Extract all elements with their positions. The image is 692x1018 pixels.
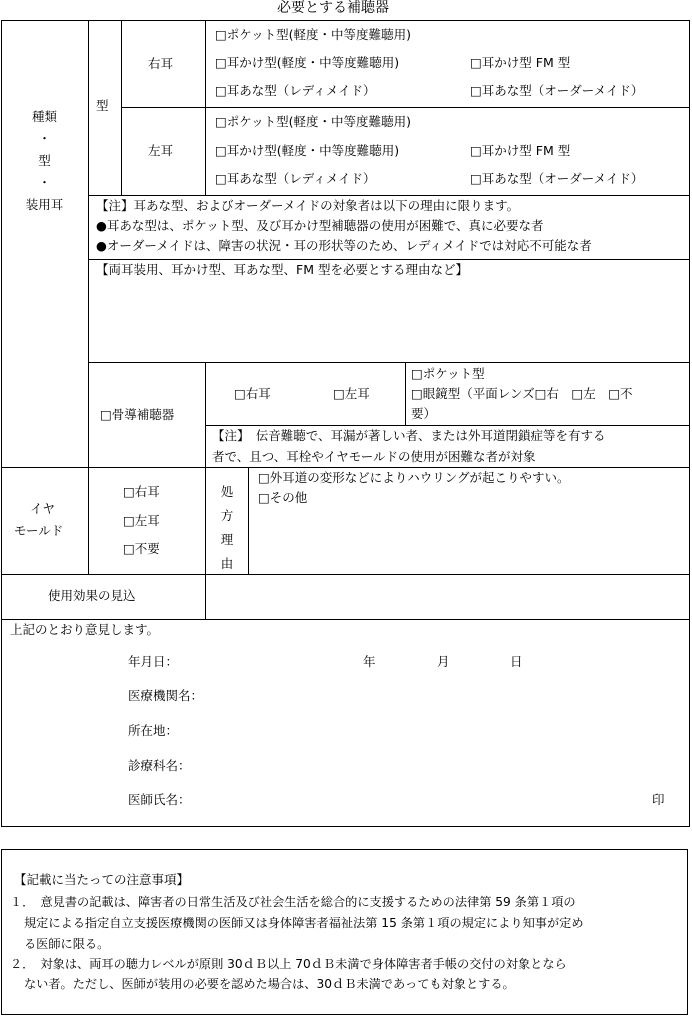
label-line: ・	[38, 175, 51, 190]
earmold-left-checkbox[interactable]: □左耳	[123, 513, 160, 528]
left-ear-label: 左耳	[148, 143, 174, 158]
bone-conduction-checkbox[interactable]: □骨導補聴器	[100, 407, 175, 422]
earmold-none-checkbox[interactable]: □不要	[123, 541, 160, 556]
doctor-label: 医師氏名：	[128, 792, 191, 807]
earmold-label: モールド	[14, 523, 64, 538]
left-pocket-checkbox[interactable]: □ポケット型(軽度・中等度難聴用)	[215, 114, 411, 129]
effect-input[interactable]	[207, 576, 687, 617]
right-ear-label: 右耳	[148, 56, 174, 71]
label-line: 処	[220, 484, 234, 499]
other-reason-checkbox[interactable]: □その他	[258, 490, 308, 505]
divider	[205, 362, 206, 574]
bone-right-checkbox[interactable]: □右耳	[234, 386, 271, 401]
seal-mark: 印	[652, 792, 665, 807]
label-line: 種類	[31, 109, 57, 124]
divider	[88, 20, 89, 574]
type-label: 型	[96, 98, 109, 113]
left-ite-custom-checkbox[interactable]: □耳あな型（オーダーメイド）	[470, 171, 644, 186]
bone-pocket-checkbox[interactable]: □ポケット型	[411, 366, 485, 381]
table-border-right	[689, 20, 690, 826]
ear-note-line: ●耳あな型は、ポケット型、及び耳かけ型補聴器の使用が困難で、真に必要な者	[96, 218, 544, 233]
divider	[88, 195, 689, 196]
label-line: 方	[220, 508, 234, 523]
prescription-reason-label	[208, 480, 246, 576]
earmold-right-checkbox[interactable]: □右耳	[123, 484, 160, 499]
bone-note-line: 者で、且つ、耳栓やイヤモールドの使用が困難な者が対象	[212, 449, 536, 464]
note-item-2-cont: ない者。ただし、医師が装用の必要を認めた場合は、30ｄＢ未満であっても対象とする。	[24, 977, 515, 991]
label-line: 由	[220, 556, 234, 571]
divider	[405, 362, 406, 425]
signature-intro: 上記のとおり意見します。	[10, 622, 160, 637]
date-label: 年月日：	[128, 654, 179, 669]
divider	[1, 619, 690, 620]
earmold-label: イヤ	[30, 501, 56, 516]
left-bte-checkbox[interactable]: □耳かけ型(軽度・中等度難聴用)	[215, 143, 400, 158]
divider	[88, 259, 689, 260]
reason-input-area[interactable]	[90, 282, 687, 360]
right-ite-custom-checkbox[interactable]: □耳あな型（オーダーメイド）	[470, 83, 644, 98]
note-item-1-cont: る医師に限る。	[24, 937, 110, 951]
bone-note-line: 【注】 伝音難聴で、耳漏が著しい者、または外耳道閉鎖症等を有する	[212, 428, 606, 443]
bone-glasses-checkbox[interactable]: □眼鏡型（平面レンズ□右 □左 □不	[411, 386, 633, 401]
divider	[205, 574, 206, 619]
label-line: ・	[38, 131, 51, 146]
month-label: 月	[437, 654, 450, 669]
department-label: 診療科名：	[128, 758, 191, 773]
type-section-label	[1, 106, 88, 216]
divider	[121, 107, 689, 108]
right-bte-checkbox[interactable]: □耳かけ型(軽度・中等度難聴用)	[215, 55, 400, 70]
year-label: 年	[363, 654, 376, 669]
form-title: 必要とする補聴器	[277, 0, 389, 16]
note-item-1: １． 意見書の記載は、障害者の日常生活及び社会生活を総合的に支援するための法律第 59 条第１項の	[10, 895, 576, 909]
ear-note-line: 【注】耳あな型、およびオーダーメイドの対象者は以下の理由に限ります。	[96, 198, 520, 213]
divider	[1, 467, 690, 468]
bone-left-checkbox[interactable]: □左耳	[333, 386, 370, 401]
notes-heading: 【記載に当たっての注意事項】	[14, 872, 190, 887]
right-ite-ready-checkbox[interactable]: □耳あな型（レディメイド）	[215, 83, 376, 98]
divider	[205, 425, 689, 426]
label-line: 型	[38, 153, 51, 168]
divider	[88, 362, 689, 363]
table-border-bottom	[1, 826, 690, 827]
effect-label: 使用効果の見込	[48, 588, 136, 603]
label-line: 装用耳	[25, 197, 64, 212]
right-bte-fm-checkbox[interactable]: □耳かけ型 FM 型	[470, 55, 571, 70]
divider	[248, 467, 249, 574]
label-line: 理	[220, 532, 234, 547]
note-item-1-cont: 規定による指定自立支援医療機関の医師又は身体障害者福祉法第 15 条第１項の規定により知事が定め	[24, 916, 584, 930]
note-item-2: ２． 対象は、両耳の聴力レベルが原則 30ｄＢ以上 70ｄＢ未満で身体障害者手帳の交付の対象となら	[10, 957, 567, 971]
ear-note-line: ●オーダーメイドは、障害の状況・耳の形状等のため、レディメイドでは対応不可能な者	[96, 238, 592, 253]
day-label: 日	[510, 654, 523, 669]
reason-label: 【両耳装用、耳かけ型、耳あな型、FM 型を必要とする理由など】	[96, 262, 468, 277]
institution-label: 医療機関名：	[128, 688, 204, 703]
left-bte-fm-checkbox[interactable]: □耳かけ型 FM 型	[470, 143, 571, 158]
table-border-top	[1, 20, 690, 21]
address-label: 所在地：	[128, 723, 179, 738]
left-ite-ready-checkbox[interactable]: □耳あな型（レディメイド）	[215, 171, 376, 186]
howling-checkbox[interactable]: □外耳道の変形などによりハウリングが起こりやすい。	[258, 470, 570, 485]
right-pocket-checkbox[interactable]: □ポケット型(軽度・中等度難聴用)	[215, 27, 411, 42]
divider	[1, 574, 690, 575]
bone-glasses-cont: 要）	[411, 406, 437, 421]
